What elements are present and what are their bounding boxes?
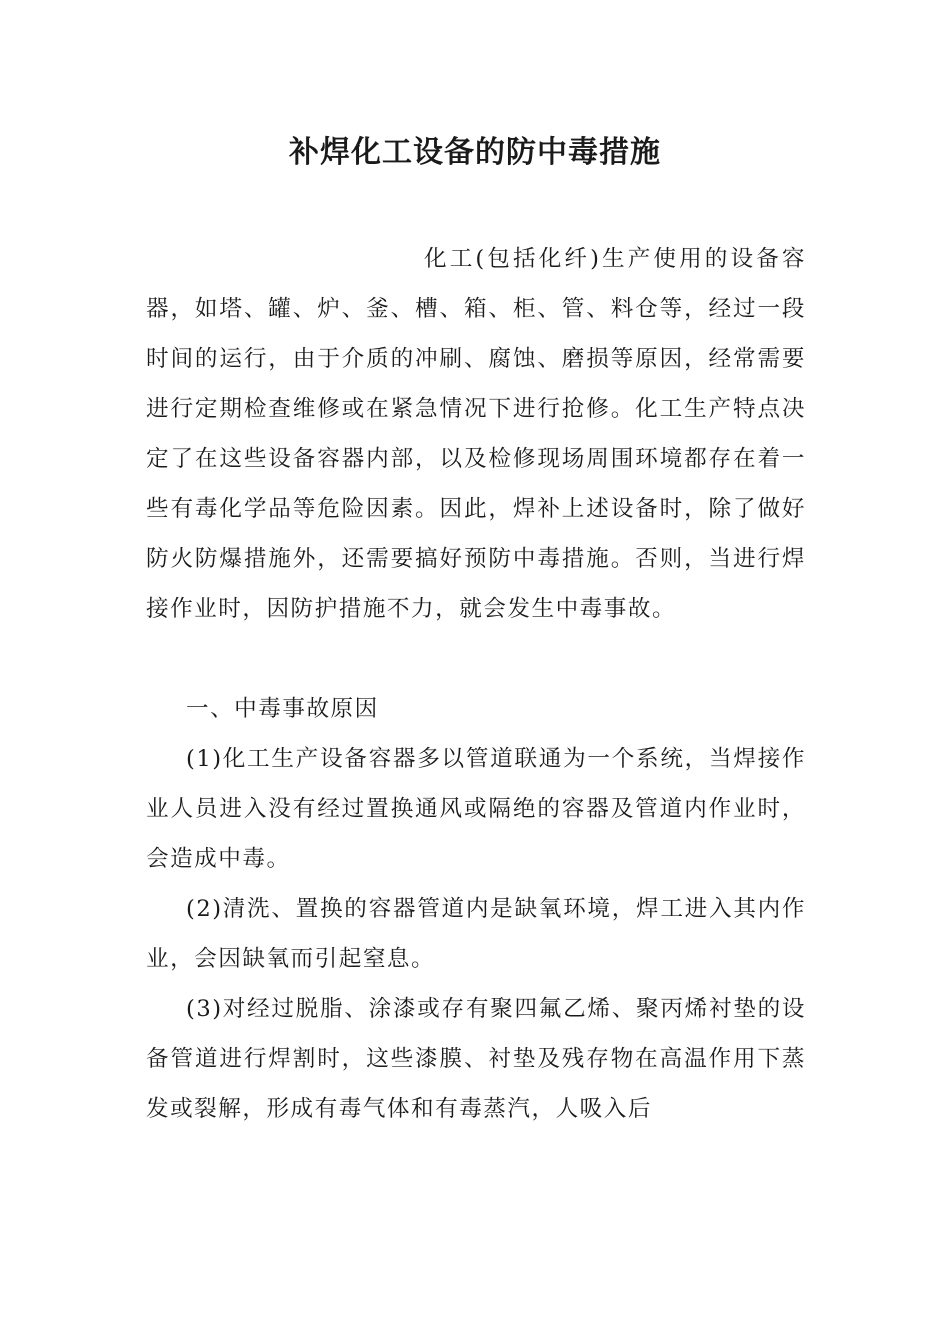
cause-item-1: (1)化工生产设备容器多以管道联通为一个系统，当焊接作业人员进入没有经过置换通风或隔绝的容器及管道内作业时，会造成中毒。 <box>146 746 806 872</box>
cause-item-2: (2)清洗、置换的容器管道内是缺氧环境，焊工进入其内作业，会因缺氧而引起窒息。 <box>146 896 806 972</box>
document-body <box>146 234 806 1134</box>
cause-item-3: (3)对经过脱脂、涂漆或存有聚四氟乙烯、聚丙烯衬垫的设备管道进行焊割时，这些漆膜、衬垫及残存物在高温作用下蒸发或裂解，形成有毒气体和有毒蒸汽，人吸入后 <box>146 996 806 1122</box>
section-heading: 一、中毒事故原因 <box>186 696 379 722</box>
intro-paragraph: 化工(包括化纤)生产使用的设备容器，如塔、罐、炉、釜、槽、箱、柜、管、料仓等，经过一段时间的运行，由于介质的冲刷、腐蚀、磨损等原因，经常需要进行定期检查维修或在紧急情况下进行抢修。化工生产特点决定了在这些设备容器内部，以及检修现场周围环境都存在着一些有毒化学品等危险因素。因此，焊补上述设备时，除了做好防火防爆措施外，还需要搞好预防中毒措施。否则，当进行焊接作业时，因防护措施不力，就会发生中毒事故。 <box>146 246 806 622</box>
document-title: 补焊化工设备的防中毒措施 <box>289 135 661 170</box>
